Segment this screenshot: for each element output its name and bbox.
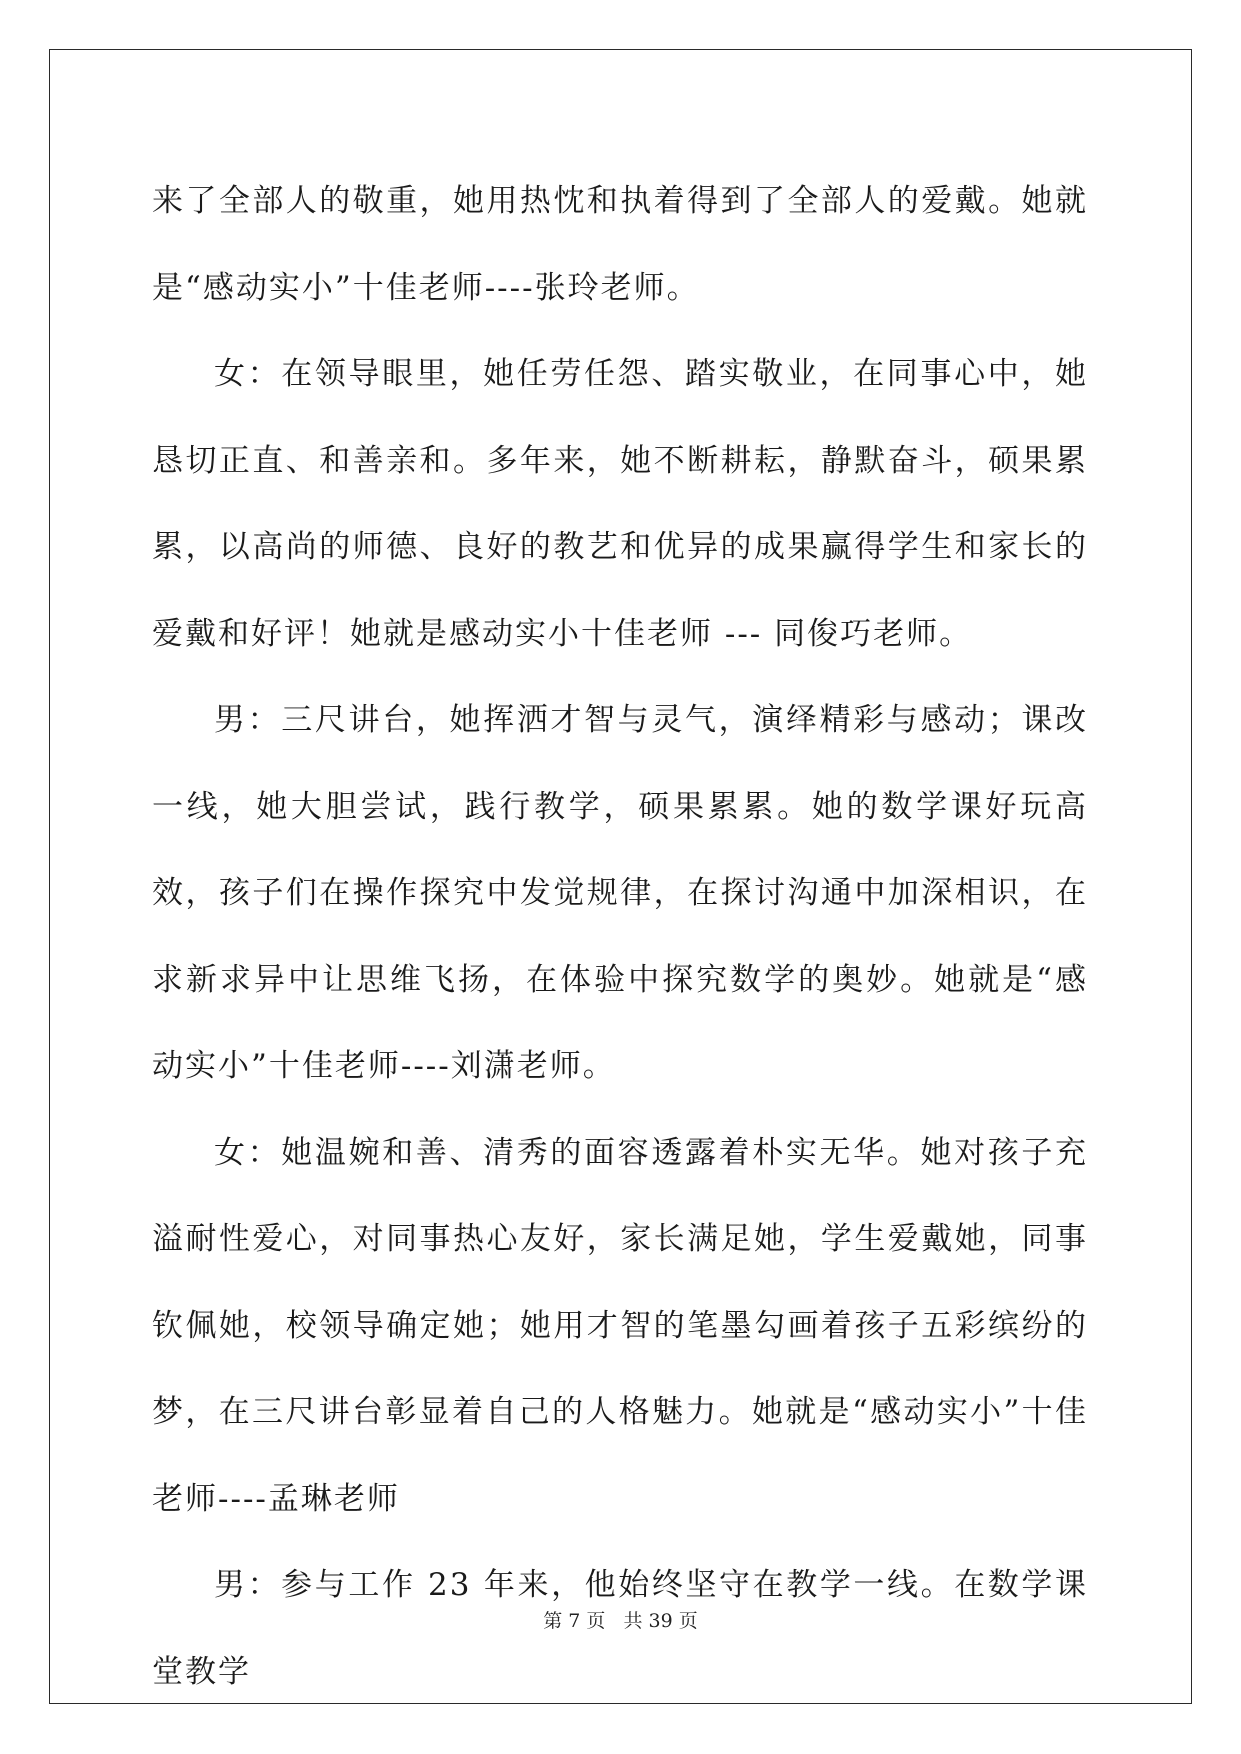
paragraph-2: 女：在领导眼里，她任劳任怨、踏实敬业，在同事心中，她恳切正直、和善亲和。多年来，她不断耕耘，静默奋斗，硕果累累，以高尚的师德、良好的教艺和优异的成果赢得学生和家长的爱戴和好评！她就是感动实小十佳老师 --- 同俊巧老师。 bbox=[152, 356, 1088, 652]
paragraph-5: 男：参与工作 23 年来，他始终坚守在教学一线。在数学课堂教学 bbox=[152, 1567, 1088, 1690]
paragraph-1: 来了全部人的敬重，她用热忱和执着得到了全部人的爱戴。她就是“感动实小”十佳老师----张玲老师。 bbox=[152, 183, 1088, 306]
paragraph-4: 女：她温婉和善、清秀的面容透露着朴实无华。她对孩子充溢耐性爱心，对同事热心友好，家长满足她，学生爱戴她，同事钦佩她，校领导确定她；她用才智的笔墨勾画着孩子五彩缤纷的梦，在三尺讲台彰显着自己的人格魅力。她就是“感动实小”十佳老师----孟琳老师 bbox=[152, 1134, 1088, 1517]
paragraph-3: 男：三尺讲台，她挥洒才智与灵气，演绎精彩与感动；课改一线，她大胆尝试，践行教学，硕果累累。她的数学课好玩高效，孩子们在操作探究中发觉规律，在探讨沟通中加深相识，在求新求异中让思维飞扬，在体验中探究数学的奥妙。她就是“感动实小”十佳老师----刘潇老师。 bbox=[152, 702, 1088, 1084]
page-total: 共 39 页 bbox=[623, 1610, 698, 1632]
page-footer bbox=[0, 1606, 1241, 1633]
document-body bbox=[152, 158, 1088, 1715]
page-number: 第 7 页 bbox=[543, 1610, 606, 1632]
